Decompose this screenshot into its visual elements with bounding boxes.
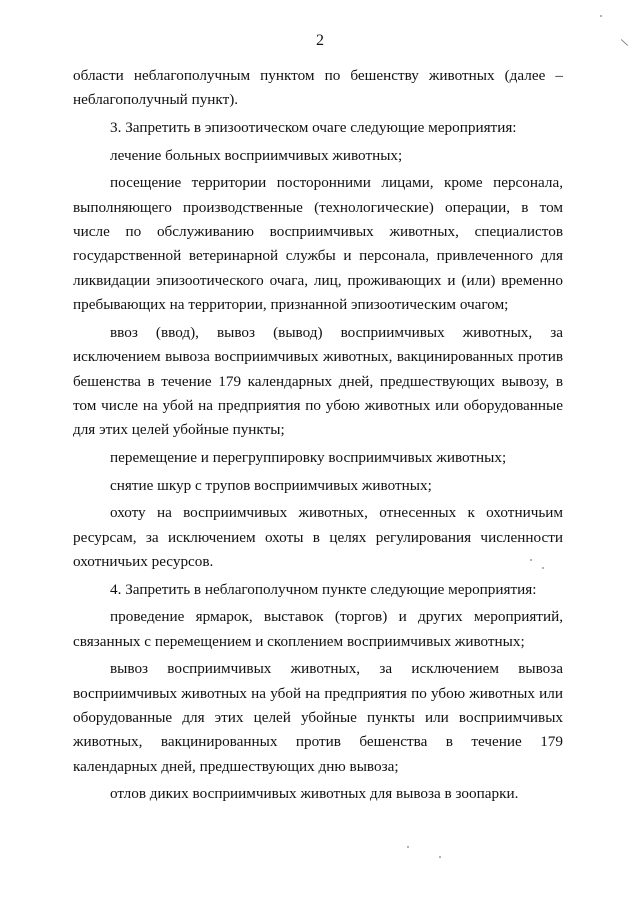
scan-artifact (600, 15, 602, 17)
paragraph-affected-area-definition: области неблагополучным пунктом по бешенству животных (далее – неблагополучный пункт). (73, 67, 563, 109)
scan-artifact (439, 856, 441, 858)
page-number: 2 (316, 32, 324, 49)
paragraph-hunting-ban: охоту на восприимчивых животных, отнесенных к охотничьим ресурсам, за исключением охоты в целях регулирования численности охотничьих ресурсов. (73, 504, 563, 571)
paragraph-fairs-ban: проведение ярмарок, выставок (торгов) и других мероприятий, связанных с перемещением и скоплением восприимчивых животных; (73, 608, 563, 650)
paragraph-capture-ban: отлов диких восприимчивых животных для вывоза в зоопарки. (110, 785, 519, 803)
paragraph-section-4-heading: 4. Запретить в неблагополучном пункте следующие мероприятия: (110, 580, 537, 598)
paragraph-section-3-heading: 3. Запретить в эпизоотическом очаге следующие мероприятия: (110, 119, 517, 136)
paragraph-regrouping-ban: перемещение и перегруппировку восприимчивых животных; (110, 449, 507, 467)
scan-artifact (407, 846, 409, 848)
document-body (73, 64, 563, 810)
paragraph-removal-ban: вывоз восприимчивых животных, за исключением вывоза восприимчивых животных на убой на предприятия по убою животных или оборудованные для этих целей убойные пункты или восприимчивых животных, вакцинированных против бешенства в течение 179 календарных дней, предшествующих дню вывоза; (73, 660, 563, 775)
paragraph-visit-ban: посещение территории посторонними лицами, кроме персонала, выполняющего производственные (технологические) операции, в том числе по обслуживанию восприимчивых животных, специалистов государственной ветеринарной службы и персонала, привлеченного для ликвидации эпизоотического очага, лиц, проживающих и (или) временно пребывающих на территории, признанной эпизоотическим очагом; (73, 174, 563, 314)
paragraph-treatment-ban: лечение больных восприимчивых животных; (110, 146, 403, 164)
paragraph-skinning-ban: снятие шкур с трупов восприимчивых животных; (110, 476, 432, 494)
paragraph-import-export-ban: ввоз (ввод), вывоз (вывод) восприимчивых животных, за исключением вывоза восприимчивых животных, вакцинированных против бешенства в течение 179 календарных дней, предшествующих вывозу, в том числе на убой на предприятия по убою животных или оборудованные для этих целей убойные пункты; (73, 323, 563, 439)
